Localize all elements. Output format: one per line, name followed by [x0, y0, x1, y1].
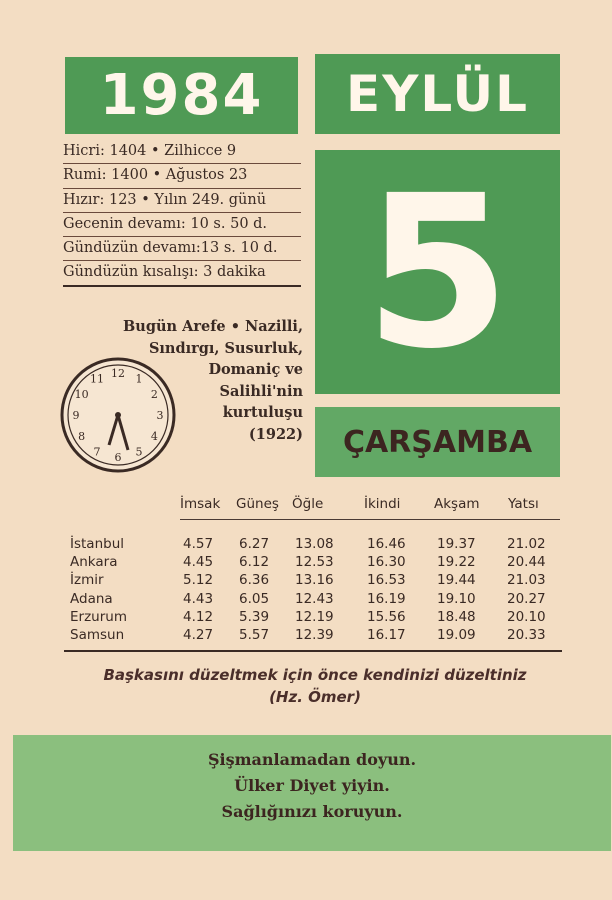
- day-box: [315, 150, 560, 394]
- time-cell: 20.44: [507, 554, 546, 571]
- time-cell: 13.08: [295, 536, 334, 552]
- city-name: Erzurum: [70, 608, 127, 625]
- clock-numeral: 10: [74, 388, 89, 401]
- prayer-times-table: [70, 493, 560, 645]
- time-cell: 12.19: [295, 608, 334, 625]
- time-cell: 4.57: [183, 536, 214, 552]
- city-name: İzmir: [70, 572, 104, 589]
- clock-numeral: 11: [90, 372, 104, 386]
- event-line: Bugün Arefe • Nazilli,: [123, 318, 303, 335]
- city-name: Ankara: [70, 554, 118, 571]
- time-cell: 6.05: [239, 590, 270, 607]
- header-ogle: Öğle: [292, 496, 324, 512]
- event-note: [120, 316, 303, 445]
- time-cell: 4.27: [183, 626, 214, 643]
- ad-banner: [13, 735, 611, 851]
- clock-numeral: 12: [111, 367, 125, 380]
- table-row: [70, 591, 560, 609]
- event-line: Domaniç ve: [208, 361, 303, 378]
- time-cell: 16.46: [367, 536, 406, 552]
- time-cell: 16.17: [367, 626, 406, 643]
- time-cell: 6.27: [239, 536, 270, 552]
- time-cell: 19.22: [437, 554, 476, 571]
- quote-author: (Hz. Ömer): [269, 688, 361, 706]
- event-line: Sındırgı, Susurluk,: [148, 339, 303, 357]
- ad-line: Ülker Diyet yiyin.: [234, 776, 390, 795]
- event-line: (1922): [248, 425, 303, 443]
- time-cell: 20.33: [507, 626, 546, 643]
- time-cell: 12.43: [295, 590, 334, 607]
- month: EYLÜL: [346, 65, 529, 123]
- day-number: 5: [364, 149, 511, 395]
- event-line: kurtuluşu: [222, 404, 303, 421]
- table-row: [70, 609, 560, 627]
- header-aksam: Akşam: [434, 496, 480, 512]
- event-line: Salihli'nin: [219, 382, 303, 400]
- time-cell: 15.56: [367, 608, 406, 625]
- time-cell: 18.48: [437, 608, 476, 625]
- table-row: [70, 572, 560, 590]
- weekday-box: [315, 407, 560, 477]
- time-cell: 20.10: [507, 608, 546, 625]
- header-imsak: İmsak: [180, 496, 221, 512]
- date-info: [63, 140, 301, 287]
- time-cell: 16.53: [367, 572, 406, 589]
- clock-numeral: 5: [135, 445, 143, 459]
- time-cell: 5.39: [239, 608, 270, 625]
- time-cell: 6.36: [239, 572, 270, 589]
- time-cell: 12.53: [295, 554, 334, 571]
- quote: [60, 664, 570, 708]
- city-name: İstanbul: [70, 536, 125, 552]
- clock-numeral: 1: [135, 372, 143, 386]
- quote-text: Başkasını düzeltmek için önce kendinizi düzeltiniz: [103, 666, 527, 684]
- info-rumi: Rumi: 1400 • Ağustos 23: [63, 164, 301, 188]
- time-cell: 13.16: [295, 572, 334, 589]
- info-night-length: Gecenin devamı: 10 s. 50 d.: [63, 213, 301, 237]
- info-hizir: Hızır: 123 • Yılın 249. günü: [63, 189, 301, 213]
- weekday: ÇARŞAMBA: [342, 424, 533, 460]
- info-day-length: Gündüzün devamı:13 s. 10 d.: [63, 237, 301, 261]
- time-cell: 20.27: [507, 590, 546, 607]
- time-cell: 19.10: [437, 590, 476, 607]
- clock-numeral: 3: [156, 409, 164, 422]
- table-row: [70, 627, 560, 645]
- table-header: [180, 493, 560, 520]
- time-cell: 21.03: [507, 572, 546, 589]
- time-cell: 6.12: [239, 554, 270, 571]
- time-cell: 19.09: [437, 626, 476, 643]
- info-hicri: Hicri: 1404 • Zilhicce 9: [63, 140, 301, 164]
- time-cell: 4.45: [183, 554, 214, 571]
- time-cell: 19.37: [437, 536, 476, 552]
- divider: [64, 650, 562, 652]
- time-cell: 21.02: [507, 536, 546, 552]
- time-cell: 4.43: [183, 590, 214, 607]
- city-name: Adana: [70, 590, 113, 607]
- time-cell: 16.19: [367, 590, 406, 607]
- header-gunes: Güneş: [236, 496, 279, 512]
- time-cell: 16.30: [367, 554, 406, 571]
- clock-numeral: 6: [114, 451, 122, 464]
- ad-line: Şişmanlamadan doyun.: [207, 750, 417, 769]
- header-yatsi: Yatsı: [508, 496, 539, 512]
- table-row: [70, 536, 560, 554]
- clock-numeral: 2: [150, 388, 158, 401]
- time-cell: 5.57: [239, 626, 270, 643]
- city-name: Samsun: [70, 626, 125, 643]
- info-day-shortening: Gündüzün kısalışı: 3 dakika: [63, 261, 301, 286]
- ad-line: Sağlığınızı koruyun.: [221, 802, 403, 821]
- time-cell: 4.12: [183, 608, 214, 625]
- clock-numeral: 7: [93, 445, 101, 459]
- month-box: [315, 54, 560, 134]
- year-box: [65, 57, 298, 134]
- table-row: [70, 554, 560, 572]
- year: 1984: [99, 63, 264, 128]
- time-cell: 12.39: [295, 626, 334, 643]
- time-cell: 19.44: [437, 572, 476, 589]
- clock-numeral: 4: [150, 430, 158, 443]
- clock-numeral: 9: [72, 409, 80, 422]
- table-body: [70, 536, 560, 645]
- header-ikindi: İkindi: [364, 496, 401, 512]
- clock-numeral: 8: [78, 430, 86, 443]
- time-cell: 5.12: [183, 572, 214, 589]
